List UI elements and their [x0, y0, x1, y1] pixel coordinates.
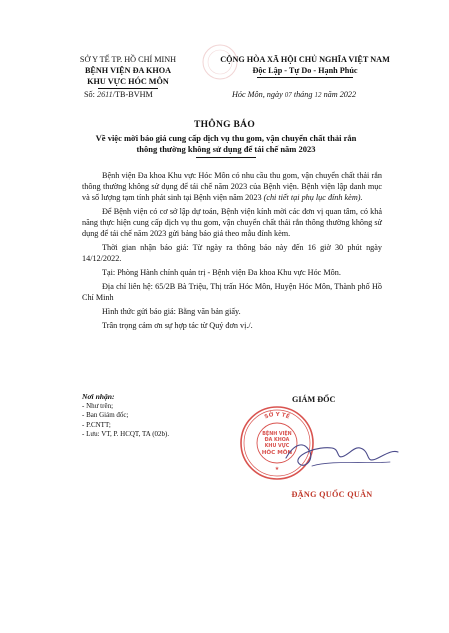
seal-center-line2: ĐA KHOA	[264, 438, 290, 443]
date-month: 12	[314, 91, 322, 99]
document-number-value: 2611	[96, 90, 113, 99]
organization-header	[48, 54, 208, 89]
paragraph-2: Để Bệnh viện có cơ sở lập dự toán, Bệnh viện kính mời các đơn vị quan tâm, có khả năng thực hiện cung cấp dịch vụ thu gom, vận chuyển chất thải rắn thông thường không sử dụng để tái chế năm 2023 gửi bảng báo giá theo mẫu đính kèm.	[82, 207, 382, 238]
recipient-item: - Lưu: VT, P. HCQT, TA (02b).	[82, 430, 170, 438]
org-underline	[98, 88, 158, 89]
paragraph-5: Địa chỉ liên hệ: 65/2B Bà Triệu, Thị trấn Hóc Môn, Huyện Hóc Môn, Thành phố Hồ Chí Minh	[82, 282, 382, 302]
paragraph-6: Hình thức gửi báo giá: Bằng văn bản giấy.	[102, 307, 241, 316]
national-motto: Độc Lập - Tự Do - Hạnh Phúc	[252, 66, 358, 75]
signer-title: GIÁM ĐỐC	[292, 395, 336, 404]
document-number: Số: 2611/TB-BVHM	[84, 90, 153, 99]
seal-ring-text: SỞ Y TẾ	[263, 411, 291, 421]
recipient-item: - Như trên;	[82, 401, 114, 410]
hospital-name-line1: BỆNH VIỆN ĐA KHOA	[84, 66, 172, 75]
recipients-title: Nơi nhận:	[82, 392, 115, 401]
recipients-block	[82, 392, 242, 440]
recipient-item: - Ban Giám đốc;	[82, 411, 129, 419]
paragraph-7: Trân trọng cảm ơn sự hợp tác từ Quý đơn vị./.	[102, 321, 253, 330]
subject-underline	[196, 157, 256, 158]
handwritten-signature	[282, 424, 402, 484]
seal-star-icon: ★	[274, 466, 280, 472]
paragraph-3: Thời gian nhận báo giá: Từ ngày ra thông báo này đến 16 giờ 30 phút ngày 14/12/2022.	[82, 243, 382, 263]
recipient-item: - P.CNTT;	[82, 420, 111, 429]
seal-center-line3: KHU VỰC	[264, 444, 290, 449]
issue-date: Hóc Môn, ngày 07 tháng 12 năm 2022	[232, 90, 357, 99]
signer-name: ĐẶNG QUỐC QUÂN	[291, 490, 373, 499]
national-header	[205, 54, 405, 78]
seal-center-line1: BỆNH VIỆN	[262, 432, 292, 437]
date-day: 07	[284, 91, 292, 99]
document-subject: Về việc mời báo giá cung cấp dịch vụ thu gom, vận chuyển chất thải rắn thông thường không sử dụng để tái chế năm 2023	[78, 133, 374, 158]
document-type-title: THÔNG BÁO	[193, 120, 256, 130]
paragraph-1: Bệnh viện Đa khoa Khu vực Hóc Môn có nhu cầu thu gom, vận chuyển chất thải rắn thông thường không sử dụng để tái chế năm 2023 của Bệnh viện. Bệnh viện lập danh mục và số lượng tạm tính phát sinh tại Bệnh viện năm 2023 (chi tiết tại phụ lục đính kèm).	[82, 171, 382, 202]
nation-name: CỘNG HÒA XÃ HỘI CHỦ NGHĨA VIỆT NAM	[220, 55, 390, 64]
motto-underline	[257, 77, 353, 78]
paragraph-4: Tại: Phòng Hành chính quản trị - Bệnh viện Đa khoa Khu vực Hóc Môn.	[102, 268, 341, 277]
hospital-name-line2: KHU VỰC HÓC MÔN	[87, 77, 169, 86]
seal-center-line4: HÓC MÔN	[261, 450, 293, 456]
parent-org: SỞ Y TẾ TP. HỒ CHÍ MINH	[79, 55, 177, 64]
document-body	[82, 170, 382, 334]
